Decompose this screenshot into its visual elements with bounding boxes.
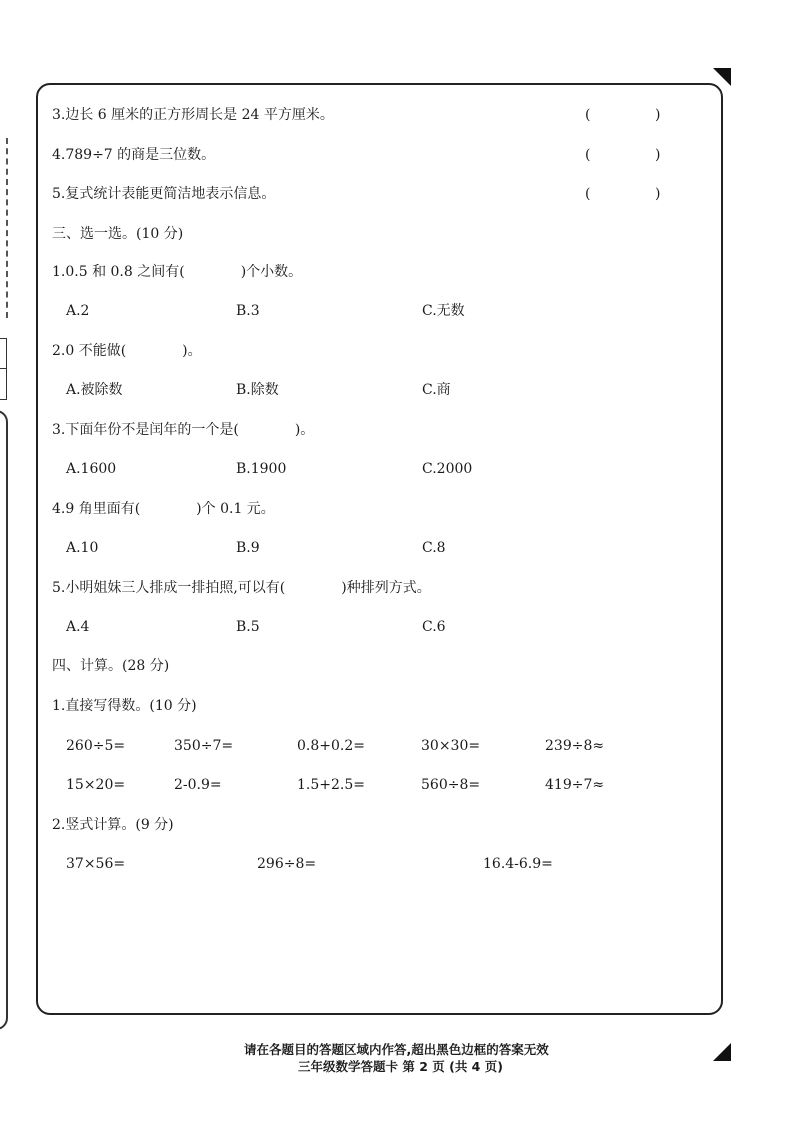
answer-area-frame xyxy=(36,83,723,1015)
footer-page-info: 三年级数学答题卡 第 2 页 (共 4 页) xyxy=(298,1059,503,1074)
mental-math-item: 30×30= xyxy=(421,738,481,754)
footer-notice: 请在各题目的答题区域内作答,超出黑色边框的答案无效 xyxy=(244,1042,549,1057)
mental-math-item: 15×20= xyxy=(66,777,126,793)
corner-mark-bottom-right-icon xyxy=(713,1043,731,1061)
choice-1-option-a: A.2 xyxy=(66,303,90,319)
choice-2-option-c: C.商 xyxy=(422,382,451,398)
judge-question-3: 3.边长 6 厘米的正方形周长是 24 平方厘米。 xyxy=(52,107,334,123)
choice-1-option-b: B.3 xyxy=(236,303,260,319)
binding-margin-border xyxy=(0,410,8,1030)
vertical-calc-item: 16.4-6.9= xyxy=(483,856,553,872)
choice-4-option-a: A.10 xyxy=(66,540,99,556)
choice-1-option-c: C.无数 xyxy=(422,303,465,319)
mental-math-item: 260÷5= xyxy=(66,738,126,754)
choice-3-option-c: C.2000 xyxy=(422,461,473,477)
judge-answer-5-open: ( xyxy=(585,186,591,202)
mental-math-item: 350÷7= xyxy=(174,738,234,754)
choice-5-option-b: B.5 xyxy=(236,619,260,635)
binding-dashed-line xyxy=(0,138,8,318)
choice-question-1: 1.0.5 和 0.8 之间有( )个小数。 xyxy=(52,264,303,280)
mental-math-item: 0.8+0.2= xyxy=(297,738,365,754)
judge-answer-4-open: ( xyxy=(585,147,591,163)
judge-question-5: 5.复式统计表能更简洁地表示信息。 xyxy=(52,186,276,202)
vertical-calc-item: 37×56= xyxy=(66,856,126,872)
choice-2-option-b: B.除数 xyxy=(236,382,279,398)
vertical-calc-item: 296÷8= xyxy=(257,856,317,872)
choice-5-option-c: C.6 xyxy=(422,619,446,635)
section3-heading: 三、选一选。(10 分) xyxy=(52,226,184,242)
choice-4-option-b: B.9 xyxy=(236,540,260,556)
choice-4-option-c: C.8 xyxy=(422,540,446,556)
choice-3-option-a: A.1600 xyxy=(66,461,117,477)
choice-2-option-a: A.被除数 xyxy=(66,382,123,398)
choice-question-3: 3.下面年份不是闰年的一个是( )。 xyxy=(52,422,315,438)
mental-math-item: 419÷7≈ xyxy=(545,777,605,793)
choice-question-4: 4.9 角里面有( )个 0.1 元。 xyxy=(52,501,275,517)
choice-question-5: 5.小明姐妹三人排成一排拍照,可以有( )种排列方式。 xyxy=(52,580,431,596)
corner-mark-top-right-icon xyxy=(713,68,731,86)
choice-3-option-b: B.1900 xyxy=(236,461,287,477)
vertical-calc-title: 2.竖式计算。(9 分) xyxy=(52,817,174,833)
mental-math-item: 2-0.9= xyxy=(174,777,222,793)
mental-math-title: 1.直接写得数。(10 分) xyxy=(52,698,197,714)
section4-heading: 四、计算。(28 分) xyxy=(52,658,170,674)
mental-math-item: 1.5+2.5= xyxy=(297,777,365,793)
choice-question-2: 2.0 不能做( )。 xyxy=(52,343,202,359)
binding-box-rule xyxy=(0,368,7,369)
judge-answer-3-open: ( xyxy=(585,107,591,123)
binding-box xyxy=(0,338,7,400)
choice-5-option-a: A.4 xyxy=(66,619,90,635)
judge-answer-4-close: ) xyxy=(655,147,661,163)
mental-math-item: 239÷8≈ xyxy=(545,738,605,754)
judge-answer-5-close: ) xyxy=(655,186,661,202)
judge-question-4: 4.789÷7 的商是三位数。 xyxy=(52,147,216,163)
mental-math-item: 560÷8= xyxy=(421,777,481,793)
judge-answer-3-close: ) xyxy=(655,107,661,123)
